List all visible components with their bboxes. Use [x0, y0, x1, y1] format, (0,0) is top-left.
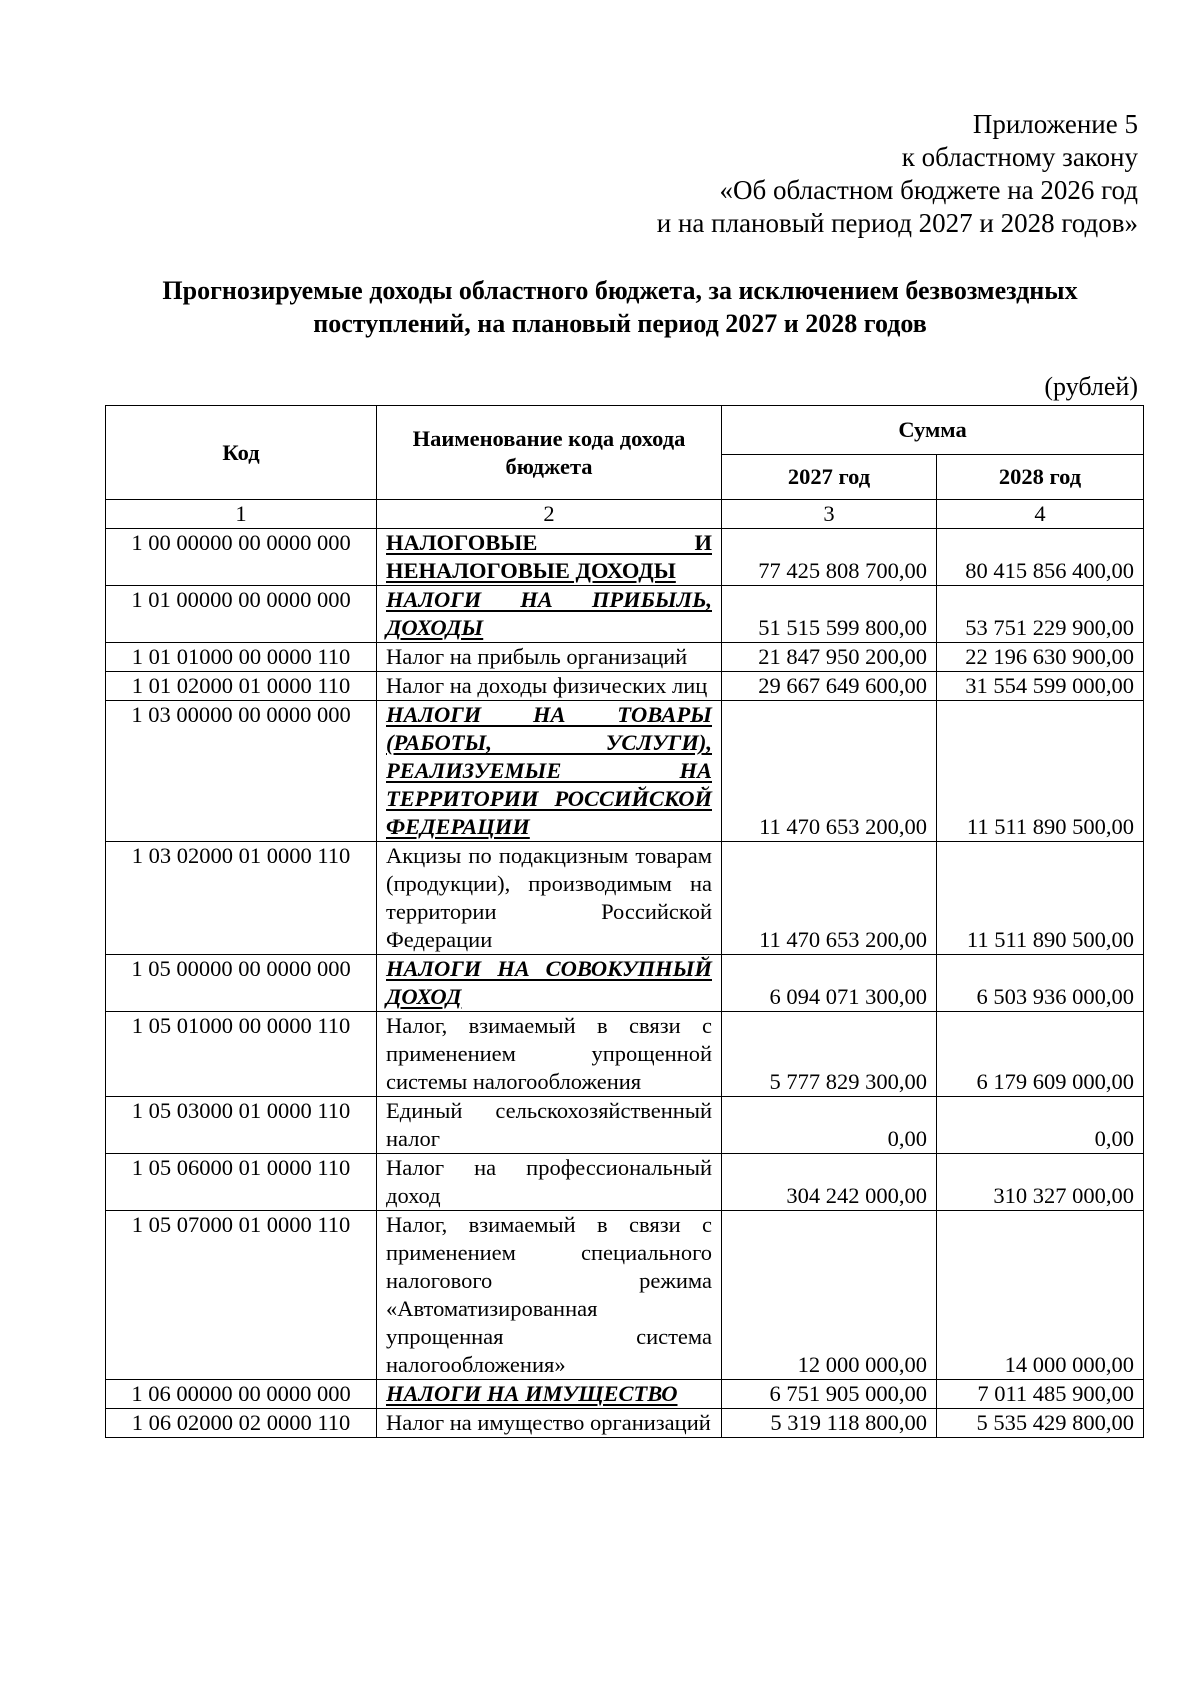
header-sum: Сумма — [722, 406, 1144, 455]
row-value-2028: 7 011 485 900,00 — [937, 1380, 1144, 1409]
row-value-2028: 310 327 000,00 — [937, 1154, 1144, 1211]
row-value-2027: 5 319 118 800,00 — [722, 1409, 937, 1438]
row-value-2027: 12 000 000,00 — [722, 1211, 937, 1380]
table-row — [106, 701, 1144, 842]
row-value-2027: 11 470 653 200,00 — [722, 842, 937, 955]
table-body — [106, 529, 1144, 1438]
table-row — [106, 643, 1144, 672]
table-row — [106, 1409, 1144, 1438]
row-code: 1 01 00000 00 0000 000 — [106, 586, 377, 643]
row-name: НАЛОГИ НА ПРИБЫЛЬ, ДОХОДЫ — [377, 586, 722, 643]
row-code: 1 05 07000 01 0000 110 — [106, 1211, 377, 1380]
row-name: НАЛОГИ НА ИМУЩЕСТВО — [377, 1380, 722, 1409]
row-value-2027: 77 425 808 700,00 — [722, 529, 937, 586]
table-row — [106, 1211, 1144, 1380]
row-value-2027: 304 242 000,00 — [722, 1154, 937, 1211]
row-name: Единый сельскохозяйственный налог — [377, 1097, 722, 1154]
row-name: Налог, взимаемый в связи с применением специального налогового режима «Автоматизированная упрощенная система налогообложения» — [377, 1211, 722, 1380]
row-name: Налог, взимаемый в связи с применением упрощенной системы налогообложения — [377, 1012, 722, 1097]
table-row — [106, 1380, 1144, 1409]
table-row — [106, 1097, 1144, 1154]
row-code: 1 05 03000 01 0000 110 — [106, 1097, 377, 1154]
row-code: 1 06 02000 02 0000 110 — [106, 1409, 377, 1438]
row-code: 1 00 00000 00 0000 000 — [106, 529, 377, 586]
title-line-1: Прогнозируемые доходы областного бюджета, за исключением безвозмездных — [162, 276, 1078, 305]
units-label: (рублей) — [1044, 372, 1138, 401]
row-value-2027: 11 470 653 200,00 — [722, 701, 937, 842]
row-value-2028: 11 511 890 500,00 — [937, 842, 1144, 955]
title-line-2: поступлений, на плановый период 2027 и 2028 годов — [313, 309, 927, 338]
row-code: 1 03 00000 00 0000 000 — [106, 701, 377, 842]
table-row — [106, 955, 1144, 1012]
column-number: 4 — [937, 500, 1144, 529]
row-name: Налог на имущество организаций — [377, 1409, 722, 1438]
column-number: 1 — [106, 500, 377, 529]
row-value-2028: 11 511 890 500,00 — [937, 701, 1144, 842]
column-number: 2 — [377, 500, 722, 529]
row-name: Акцизы по подакцизным товарам (продукции), производимым на территории Российской Федерации — [377, 842, 722, 955]
row-value-2028: 80 415 856 400,00 — [937, 529, 1144, 586]
annex-line-3: «Об областном бюджете на 2026 год — [719, 175, 1138, 205]
table-row — [106, 842, 1144, 955]
row-value-2027: 21 847 950 200,00 — [722, 643, 937, 672]
row-name: НАЛОГИ НА ТОВАРЫ (РАБОТЫ, УСЛУГИ), РЕАЛИЗУЕМЫЕ НА ТЕРРИТОРИИ РОССИЙСКОЙ ФЕДЕРАЦИИ — [377, 701, 722, 842]
row-code: 1 05 01000 00 0000 110 — [106, 1012, 377, 1097]
annex-line-4: и на плановый период 2027 и 2028 годов» — [656, 208, 1138, 238]
annex-line-1: Приложение 5 — [972, 109, 1138, 139]
header-2028: 2028 год — [937, 455, 1144, 500]
row-value-2028: 53 751 229 900,00 — [937, 586, 1144, 643]
row-value-2028: 6 179 609 000,00 — [937, 1012, 1144, 1097]
table-row — [106, 1154, 1144, 1211]
revenue-table — [105, 405, 1144, 1438]
header-2027: 2027 год — [722, 455, 937, 500]
annex-header — [657, 108, 1138, 240]
row-value-2027: 0,00 — [722, 1097, 937, 1154]
table-row — [106, 672, 1144, 701]
row-value-2027: 51 515 599 800,00 — [722, 586, 937, 643]
row-name: Налог на прибыль организаций — [377, 643, 722, 672]
row-name: Налог на доходы физических лиц — [377, 672, 722, 701]
row-code: 1 06 00000 00 0000 000 — [106, 1380, 377, 1409]
table-row — [106, 529, 1144, 586]
table-row — [106, 586, 1144, 643]
column-number: 3 — [722, 500, 937, 529]
row-value-2028: 22 196 630 900,00 — [937, 643, 1144, 672]
row-code: 1 01 01000 00 0000 110 — [106, 643, 377, 672]
row-value-2027: 29 667 649 600,00 — [722, 672, 937, 701]
document-title — [100, 274, 1140, 340]
row-value-2028: 6 503 936 000,00 — [937, 955, 1144, 1012]
row-code: 1 05 00000 00 0000 000 — [106, 955, 377, 1012]
row-name: НАЛОГИ НА СОВОКУПНЫЙ ДОХОД — [377, 955, 722, 1012]
annex-line-2: к областному закону — [901, 142, 1138, 172]
row-code: 1 01 02000 01 0000 110 — [106, 672, 377, 701]
row-code: 1 03 02000 01 0000 110 — [106, 842, 377, 955]
header-code: Код — [106, 406, 377, 500]
row-name: Налог на профессиональный доход — [377, 1154, 722, 1211]
row-value-2027: 6 751 905 000,00 — [722, 1380, 937, 1409]
row-code: 1 05 06000 01 0000 110 — [106, 1154, 377, 1211]
row-value-2027: 6 094 071 300,00 — [722, 955, 937, 1012]
table-row — [106, 1012, 1144, 1097]
row-name: НАЛОГОВЫЕ И НЕНАЛОГОВЫЕ ДОХОДЫ — [377, 529, 722, 586]
row-value-2027: 5 777 829 300,00 — [722, 1012, 937, 1097]
column-numbers-row — [106, 500, 1144, 529]
header-name: Наименование кода дохода бюджета — [377, 406, 722, 500]
row-value-2028: 0,00 — [937, 1097, 1144, 1154]
row-value-2028: 5 535 429 800,00 — [937, 1409, 1144, 1438]
row-value-2028: 14 000 000,00 — [937, 1211, 1144, 1380]
row-value-2028: 31 554 599 000,00 — [937, 672, 1144, 701]
